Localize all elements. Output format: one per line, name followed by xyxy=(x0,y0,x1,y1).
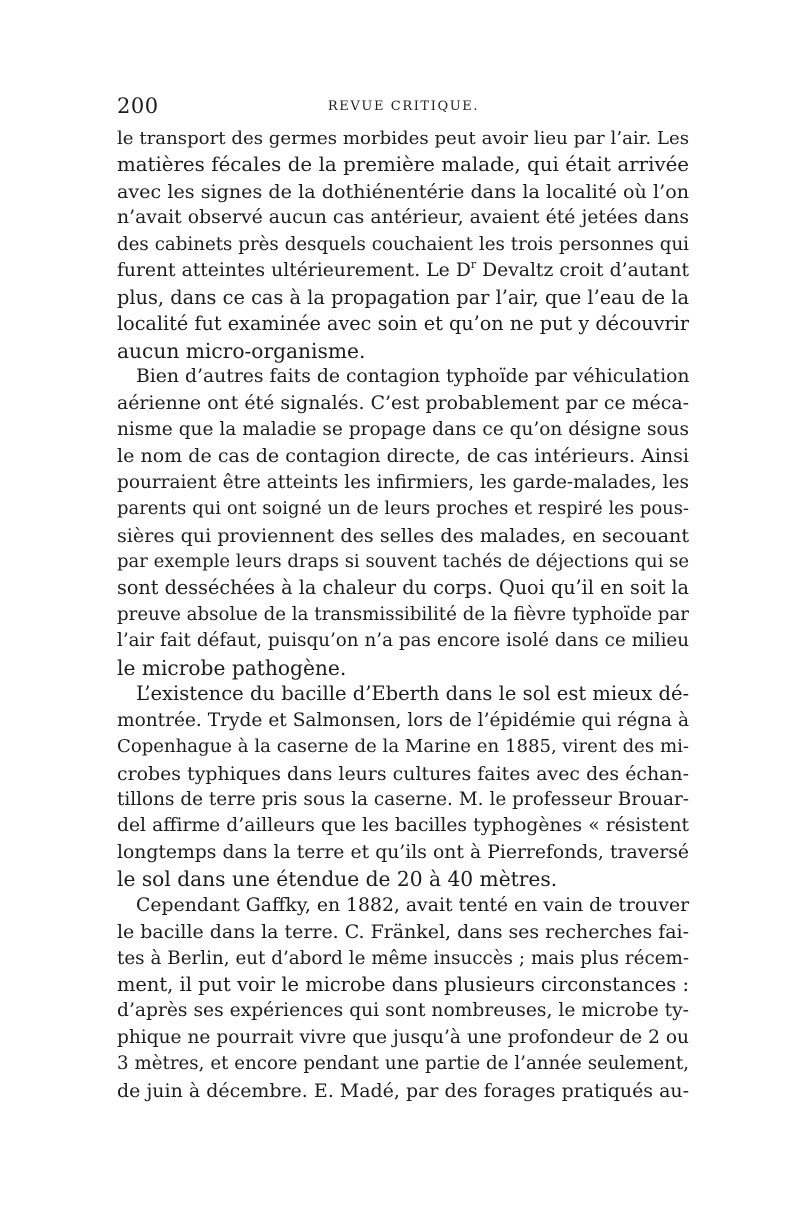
text-line: tillons de terre pris sous la caserne. M. le professeur Brouar- xyxy=(117,788,689,810)
text-line: del affirme d’ailleurs que les bacilles typhogènes « résistent xyxy=(117,815,689,837)
text-line: montrée. Tryde et Salmonsen, lors de l’épidémie qui régna à xyxy=(117,709,689,731)
text-line: avec les signes de la dothiénentérie dans la localité où l’on xyxy=(117,179,689,203)
superscript: r xyxy=(470,258,477,272)
text-line: furent atteintes ultérieurement. Le $D^r$ Devaltz croit d’autant xyxy=(117,258,689,282)
text-line: le bacille dans la terre. C. Fränkel, dans ses recherches fai- xyxy=(117,921,689,944)
text-line: pourraient être atteints les infirmiers, les garde-malades, les xyxy=(117,471,689,493)
text-line: plus, dans ce cas à la propagation par l’air, que l’eau de la xyxy=(117,285,689,309)
text-line: localité fut examinée avec soin et qu’on ne put y découvrir xyxy=(117,312,689,336)
text-line: aérienne ont été signalés. C’est probablement par ce méca- xyxy=(117,392,689,415)
body-text xyxy=(117,126,689,1104)
text-line: 3 mètres, et encore pendant une partie de l’année seulement, xyxy=(117,1053,689,1075)
text-line: l’air fait défaut, puisqu’on n’a pas encore isolé dans ce milieu xyxy=(117,630,689,652)
text-line: L’existence du bacille d’Eberth dans le sol est mieux dé- xyxy=(136,682,690,706)
text-line: Copenhague à la caserne de la Marine en 1885, virent des mi- xyxy=(117,736,689,758)
text-line: le transport des germes morbides peut avoir lieu par l’air. Les xyxy=(117,128,689,149)
text-line: parents qui ont soigné un de leurs proches et respiré les pous- xyxy=(117,498,689,520)
text-line: sont desséchées à la chaleur du corps. Quoi qu’il en soit la xyxy=(117,576,689,600)
text-line: d’après ses expériences qui sont nombreuses, le microbe ty- xyxy=(117,1000,689,1022)
text-line: des cabinets près desquels couchaient les trois personnes qui xyxy=(117,233,689,255)
text-line: Bien d’autres faits de contagion typhoïde par véhiculation xyxy=(136,365,690,387)
text-line: tes à Berlin, eut d’abord le même insuccès ; mais plus récem- xyxy=(117,947,689,969)
text-line: phique ne pourrait vivre que jusqu’à une profondeur de 2 ou xyxy=(117,1026,689,1048)
text-line: nisme que la maladie se propage dans ce qu’on désigne sous xyxy=(117,418,689,440)
text-line: le sol dans une étendue de 20 à 40 mètres. xyxy=(117,867,558,892)
text-line: Cependant Gaffky, en 1882, avait tenté en vain de trouver xyxy=(136,894,690,916)
page-number: 200 xyxy=(117,94,159,118)
page-header xyxy=(117,94,690,122)
text-line: aucun micro-organisme. xyxy=(117,338,366,363)
text-line: crobes typhiques dans leurs cultures faites avec des échan- xyxy=(117,762,689,785)
text-line: matières fécales de la première malade, qui était arrivée xyxy=(117,153,689,177)
text-line: par exemple leurs draps si souvent tachés de déjections qui se xyxy=(117,551,689,572)
text-line: de juin à décembre. E. Madé, par des forages pratiqués au- xyxy=(117,1079,689,1102)
text-line: preuve absolue de la transmissibilité de la fièvre typhoïde par xyxy=(117,603,689,625)
text-line: ment, il put voir le microbe dans plusieurs circonstances : xyxy=(117,973,689,996)
text-line: sières qui proviennent des selles des malades, en secouant xyxy=(117,523,689,547)
text-line: le nom de cas de contagion directe, de cas intérieurs. Ainsi xyxy=(117,445,689,468)
text-line: longtemps dans la terre et qu’ils ont à Pierrefonds, traversé xyxy=(117,841,689,863)
running-title: REVUE CRITIQUE. xyxy=(327,99,480,114)
text-line: n’avait observé aucun cas antérieur, avaient été jetées dans xyxy=(117,207,689,229)
text-line: le microbe pathogène. xyxy=(117,655,347,680)
